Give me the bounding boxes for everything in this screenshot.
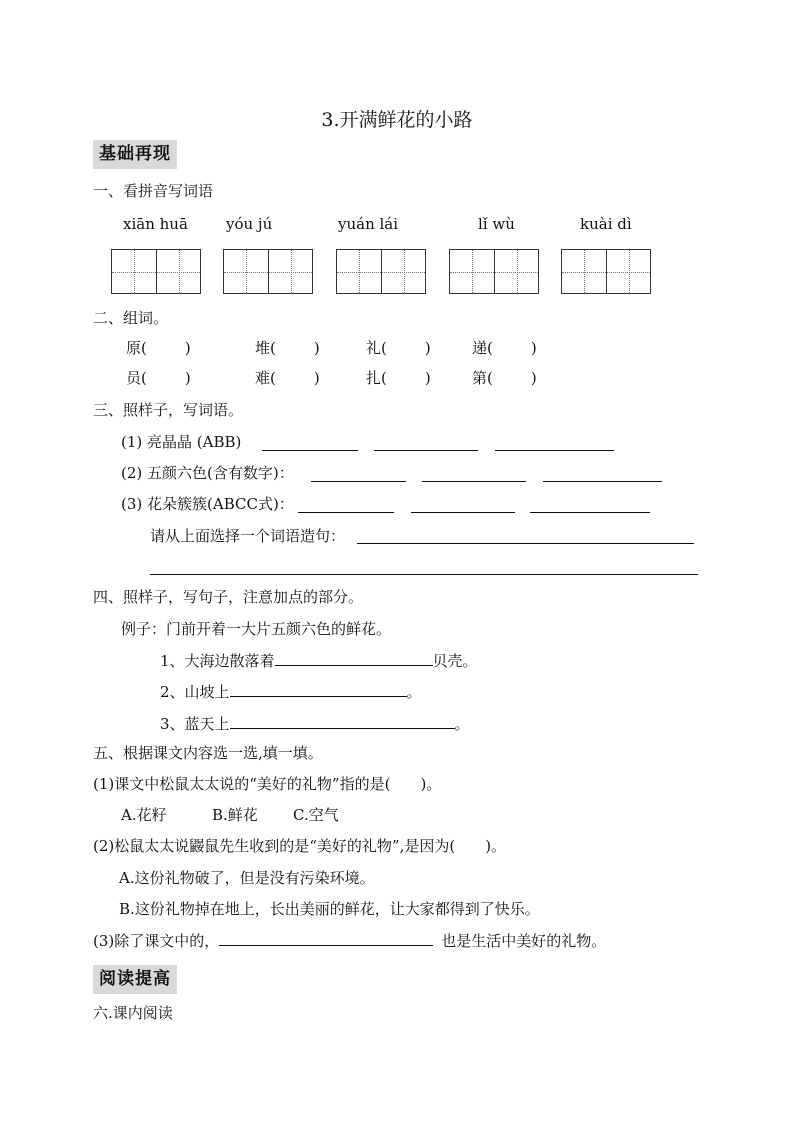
answer-blank[interactable] (495, 450, 614, 451)
answer-blank[interactable] (530, 512, 650, 513)
answer-blank[interactable] (422, 481, 526, 482)
answer-blank[interactable] (543, 481, 662, 482)
word-item[interactable]: 难( ) (255, 369, 320, 387)
q5-option[interactable]: B.鲜花 (212, 806, 258, 824)
q5-option[interactable]: C.空气 (293, 806, 339, 824)
word-item[interactable]: 员( ) (126, 369, 191, 387)
q5-option[interactable]: B.这份礼物掉在地上，长出美丽的鲜花，让大家都得到了快乐。 (119, 900, 540, 918)
answer-blank[interactable] (262, 450, 358, 451)
q6-heading: 六.课内阅读 (93, 1004, 173, 1022)
word-item[interactable]: 原( ) (126, 339, 191, 357)
pinyin-5: kuài dì (580, 215, 632, 233)
q5-option[interactable]: A.花籽 (121, 806, 167, 824)
q1-heading: 一、看拼音写词语 (93, 182, 214, 200)
page-title: 3.开满鲜花的小路 (321, 109, 473, 131)
section-banner-basics: 基础再现 (93, 140, 177, 169)
writing-grid-5[interactable] (561, 249, 651, 294)
q5-part-2: (2)松鼠太太说鼹鼠先生收到的是“美好的礼物”,是因为( )。 (93, 837, 507, 855)
answer-blank[interactable] (411, 512, 515, 513)
writing-grid-4[interactable] (449, 249, 539, 294)
pinyin-1: xiān huā (123, 215, 188, 233)
sentence-blank[interactable] (150, 574, 698, 575)
word-item[interactable]: 递( ) (472, 339, 537, 357)
writing-grid-2[interactable] (223, 249, 313, 294)
word-item[interactable]: 礼( ) (366, 339, 431, 357)
q5-option[interactable]: A.这份礼物破了，但是没有污染环境。 (119, 869, 375, 887)
q4-sentence-2: 2、山坡上 。 (160, 683, 422, 701)
word-item[interactable]: 扎( ) (366, 369, 431, 387)
q3-heading: 三、照样子，写词语。 (93, 401, 244, 419)
answer-blank[interactable] (311, 481, 406, 482)
pinyin-4: lǐ wù (478, 215, 515, 233)
section-banner-reading: 阅读提高 (93, 965, 177, 994)
q5-heading: 五、根据课文内容选一选,填一填。 (93, 744, 323, 762)
answer-blank[interactable] (298, 512, 394, 513)
pinyin-3: yuán lái (338, 215, 399, 233)
answer-blank[interactable] (374, 450, 478, 451)
sentence-prompt: 请从上面选择一个词语造句： (150, 527, 346, 545)
q2-heading: 二、组词。 (93, 309, 169, 327)
q5-part-3: (3)除了课文中的， 也是生活中美好的礼物。 (93, 932, 607, 950)
q5-part-1: (1)课文中松鼠太太说的“美好的礼物”指的是( )。 (93, 775, 442, 793)
writing-grid-3[interactable] (336, 249, 426, 294)
q3-item-2: (2) 五颜六色(含有数字)： (121, 464, 294, 482)
q4-heading: 四、照样子，写句子，注意加点的部分。 (93, 588, 364, 606)
word-item[interactable]: 第( ) (472, 369, 537, 387)
word-item[interactable]: 堆( ) (255, 339, 320, 357)
writing-grid-1[interactable] (111, 249, 201, 294)
pinyin-2: yóu jú (226, 215, 273, 233)
q4-example: 例子：门前开着一大片五颜六色的鲜花。 (121, 620, 392, 638)
q3-item-3: (3) 花朵簇簇(ABCC式)： (121, 495, 294, 513)
sentence-blank[interactable] (357, 543, 694, 544)
q4-sentence-1: 1、大海边散落着 贝壳。 (160, 652, 478, 670)
q3-item-1: (1) 亮晶晶 (ABB) (121, 433, 242, 451)
q4-sentence-3: 3、蓝天上 。 (160, 715, 470, 733)
